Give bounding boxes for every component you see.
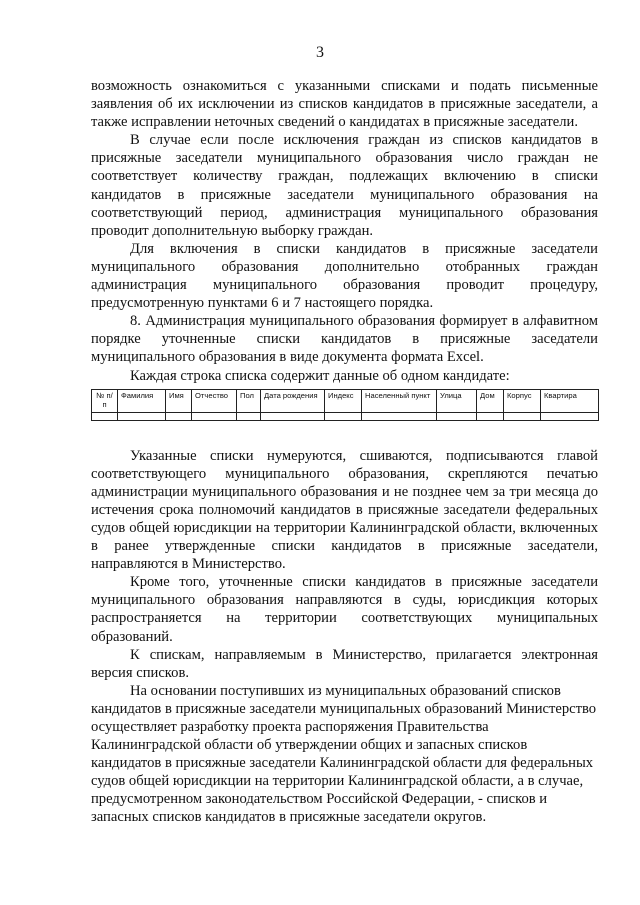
- paragraph-review-right: возможность ознакомиться с указанными списками и подать письменные заявления об их исключении из списков кандидатов в присяжные заседатели, а также исправлении неточных сведений о кандидатах в присяжные заседатели.: [91, 78, 598, 131]
- paragraph-lists-numbered: Указанные списки нумеруются, сшиваются, подписываются главой соответствующего муниципального образования, скрепляются печатью администрации муниципального образования и не позднее чем за три месяца до истечения срока полномочий кандидатов в присяжные заседатели федеральных судов общей юрисдикции на территории Калининградской области, включенных в ранее утвержденные списки кандидатов в присяжные заседатели, направляются в Министерство.: [91, 447, 598, 573]
- column-header: Дата рождения: [261, 389, 325, 412]
- column-header: Корпус: [504, 389, 541, 412]
- table-cell: [92, 412, 118, 420]
- paragraph-ministry-draft: На основании поступивших из муниципальных образований списков кандидатов в присяжные заседатели муниципальных образований Министерство осуществляет разработку проекта распоряжения Правительства Калининградской области об утверждении общих и запасных списков кандидатов в присяжные заседатели Калининградской области для федеральных судов общей юрисдикции на территории Калининградской области, а в случае, предусмотренном законодательством Российской Федерации, - списков и запасных списков кандидатов в присяжные заседатели округов.: [91, 682, 597, 826]
- table-cell: [118, 412, 166, 420]
- table-cell: [325, 412, 362, 420]
- column-header: Дом: [477, 389, 504, 412]
- table-cell: [541, 412, 599, 420]
- paragraph-sent-to-courts: Кроме того, уточненные списки кандидатов в присяжные заседатели муниципального образования направляются в суды, юрисдикция которых распространяется на территории соответствующих муниципальных образований.: [91, 574, 598, 645]
- column-header: Отчество: [192, 389, 237, 412]
- column-header: № п/п: [92, 389, 118, 412]
- table-cell: [362, 412, 437, 420]
- paragraph-item-8: 8. Администрация муниципального образования формирует в алфавитном порядке уточненные списки кандидатов в присяжные заседатели муниципального образования в виде документа формата Excel.: [91, 313, 598, 366]
- paragraph-electronic-version: К спискам, направляемым в Министерство, прилагается электронная версия списков.: [91, 646, 598, 681]
- table-cell: [192, 412, 237, 420]
- paragraph-additional-selection: В случае если после исключения граждан из списков кандидатов в присяжные заседатели муниципального образования число граждан не соответствует количеству граждан, подлежащих включению в списки кандидатов в присяжные заседатели муниципального образования на соответствующий период, администрация муниципального образования проводит дополнительную выборку граждан.: [91, 132, 598, 239]
- table-header-row: [92, 389, 599, 412]
- paragraph-inclusion-procedure: Для включения в списки кандидатов в присяжные заседатели муниципального образования дополнительно отобранных граждан администрация муниципального образования проводит процедуру, предусмотренную пунктами 6 и 7 настоящего порядка.: [91, 240, 598, 312]
- column-header: Фамилия: [118, 389, 166, 412]
- candidate-list-table: [91, 389, 599, 421]
- table-cell: [477, 412, 504, 420]
- paragraph-row-description: Каждая строка списка содержит данные об одном кандидате:: [130, 367, 510, 384]
- table-cell: [504, 412, 541, 420]
- column-header: Пол: [237, 389, 261, 412]
- table-cell: [166, 412, 192, 420]
- column-header: Индекс: [325, 389, 362, 412]
- column-header: Квартира: [541, 389, 599, 412]
- table-row: [92, 412, 599, 420]
- column-header: Населенный пункт: [362, 389, 437, 412]
- table-cell: [261, 412, 325, 420]
- page-number: 3: [316, 44, 324, 61]
- column-header: Имя: [166, 389, 192, 412]
- column-header: Улица: [437, 389, 477, 412]
- table-cell: [237, 412, 261, 420]
- document-body: [91, 77, 598, 827]
- table-cell: [437, 412, 477, 420]
